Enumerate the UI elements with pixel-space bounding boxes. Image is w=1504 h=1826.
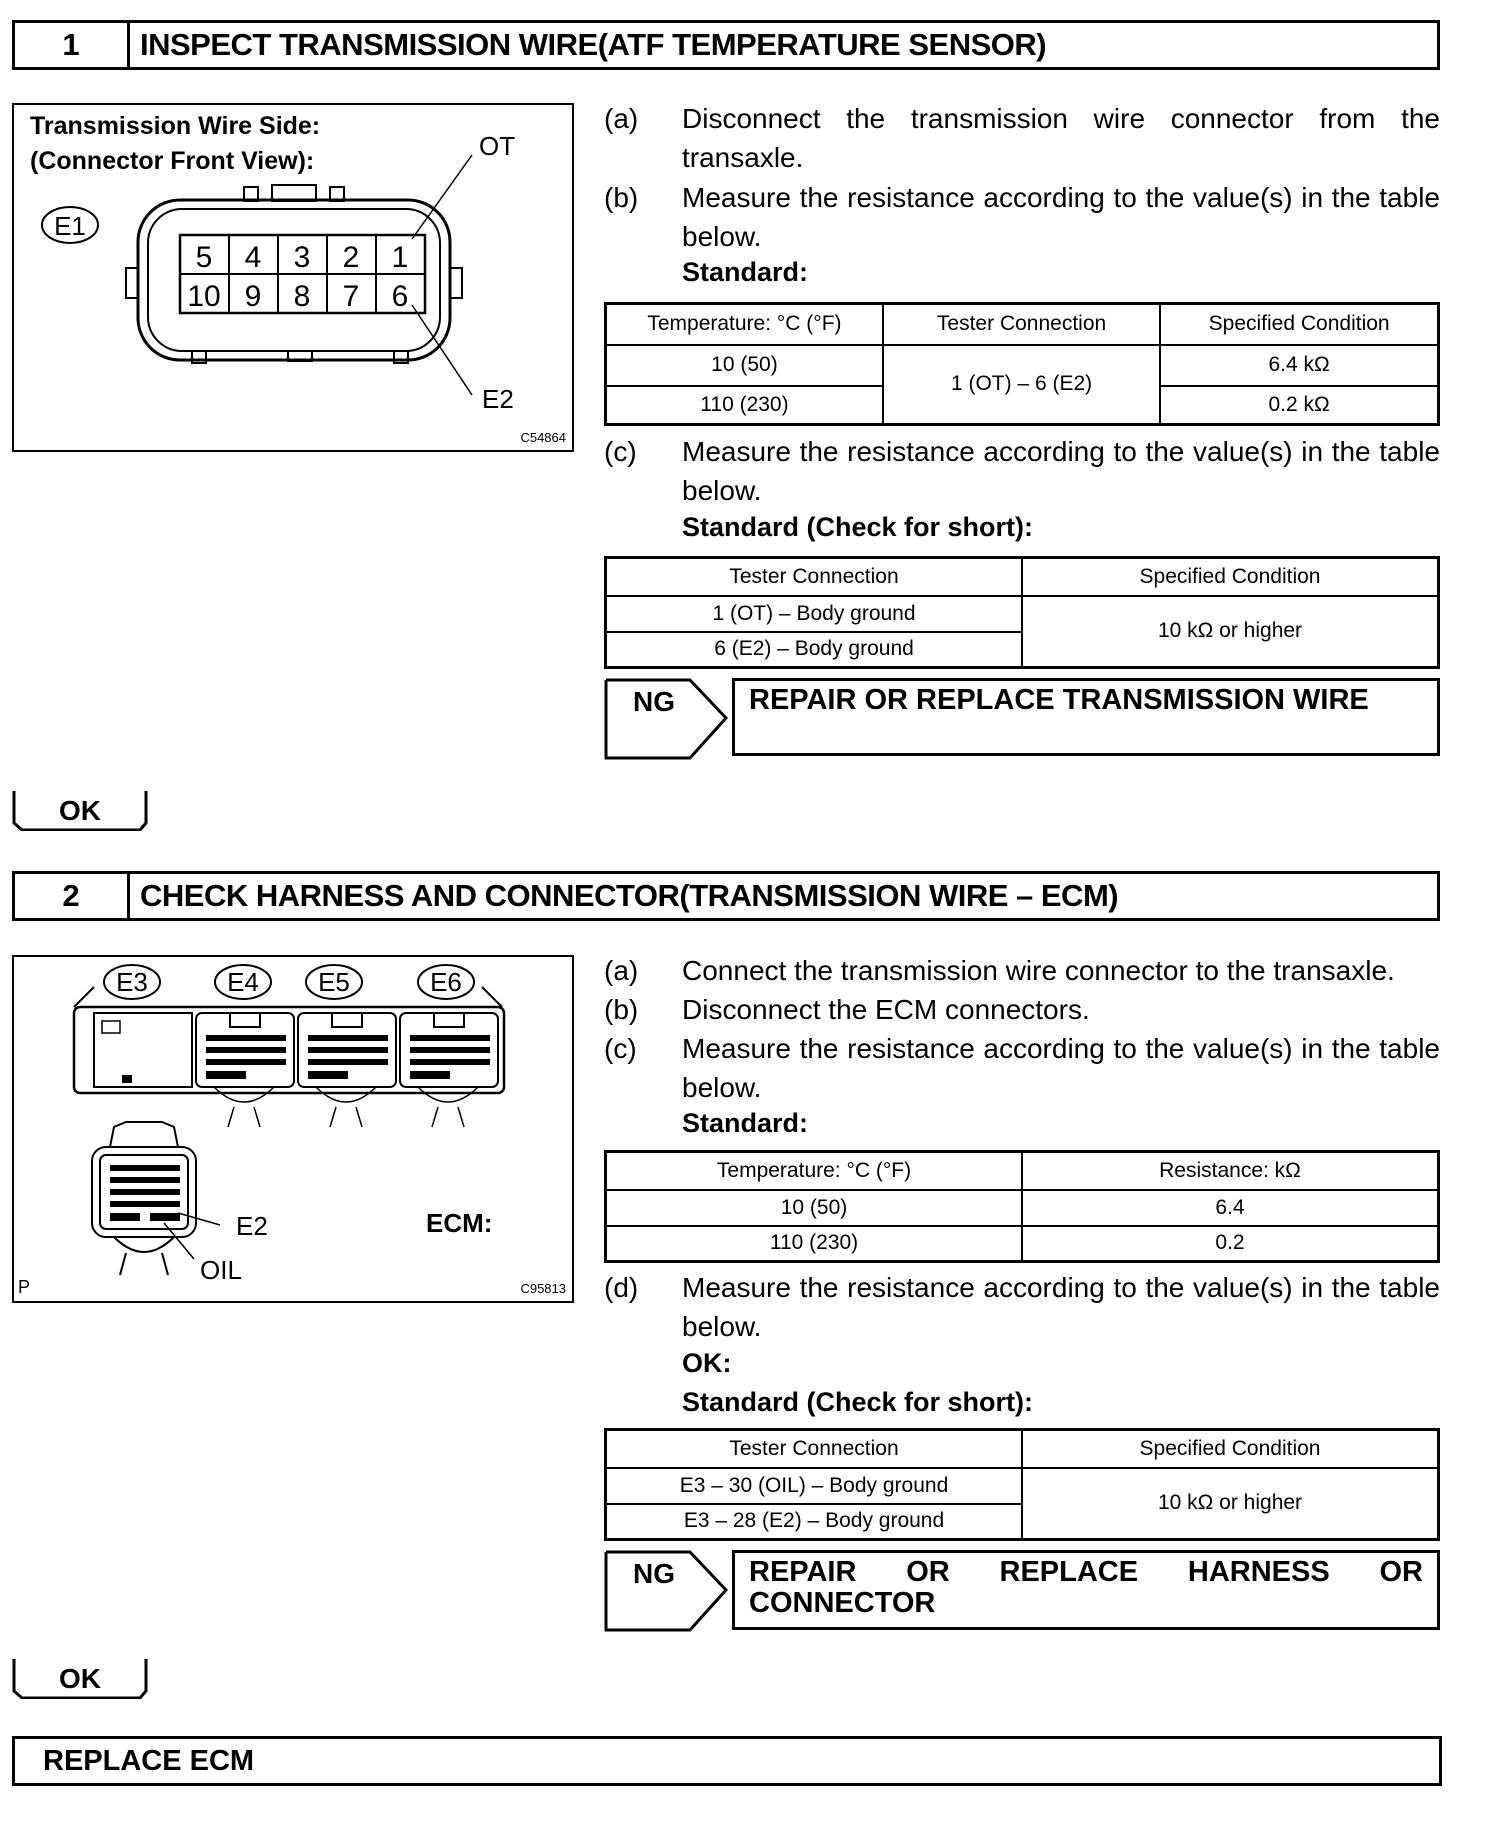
step1-header [12,20,1440,70]
step2-number: 2 [15,874,130,918]
ok-label: OK [59,1663,101,1694]
table-header: Tester Connection [606,1430,1023,1468]
step2-item-d [604,1268,1440,1346]
item-label: (a) [604,955,639,986]
item-label: (a) [604,103,639,134]
table-header: Tester Connection [606,558,1023,596]
ok-label: OK [59,795,101,826]
step1-figure [12,103,574,452]
item-label: (b) [604,182,639,213]
table-cell: 0.2 [1022,1226,1439,1262]
table-cell: E3 – 30 (OIL) – Body ground [606,1468,1023,1504]
figure-label-line1: Transmission Wire Side: [30,112,321,140]
figure-corner-letter: P [18,1277,31,1297]
figure-label-line2: (Connector Front View): [30,147,315,175]
final-action-title: REPLACE ECM [43,1744,255,1777]
step2-item-c [604,1029,1440,1107]
ng-word: OR [1379,1556,1423,1588]
item-text: Disconnect the transmission wire connector from the transaxle. [682,103,1440,173]
table-header: Temperature: °C (°F) [606,304,883,345]
callout-oil: OIL [200,1255,242,1285]
table-header: Specified Condition [1022,558,1439,596]
pin-1: 1 [391,241,409,274]
step1-ng-box [604,678,1440,760]
table-cell: 10 kΩ or higher [1022,596,1439,668]
item-text: Measure the resistance according to the value(s) in the table below. [682,436,1440,506]
step1-short-label: Standard (Check for short): [682,512,1034,542]
step2-header [12,871,1440,921]
connector-e6-label: E6 [430,967,462,997]
table-header: Specified Condition [1160,304,1438,345]
step1-ok-tab [12,789,148,831]
step2-ok-tab [12,1657,148,1699]
table-header: Tester Connection [883,304,1160,345]
pin-4: 4 [244,241,262,274]
table-header: Resistance: kΩ [1022,1152,1439,1190]
pin-9: 9 [244,280,262,313]
ng-word: REPAIR [749,1556,857,1588]
item-text: Measure the resistance according to the value(s) in the table below. [682,1033,1440,1103]
pin-6: 6 [391,280,409,313]
ng-action [732,1550,1440,1630]
item-text: Connect the transmission wire connector to the transaxle. [682,955,1395,986]
item-label: (d) [604,1272,639,1303]
table-cell: 6.4 kΩ [1160,345,1438,386]
step1-item-b [604,178,1440,256]
step2-title: CHECK HARNESS AND CONNECTOR(TRANSMISSION WIRE – ECM) [140,878,1119,913]
step2-item-b [604,990,1440,1029]
table-cell: 0.2 kΩ [1160,386,1438,425]
table-cell: 1 (OT) – 6 (E2) [883,345,1160,425]
ecm-connector-diagram [14,957,572,1301]
pin-10: 10 [187,280,221,313]
table-cell: 110 (230) [606,1226,1023,1262]
connector-e4-label: E4 [227,967,259,997]
table-header: Temperature: °C (°F) [606,1152,1023,1190]
connector-e3-label: E3 [116,967,148,997]
callout-ot: OT [479,131,516,161]
step1-item-a [604,99,1440,177]
step2-short-table [604,1428,1440,1541]
step2-standard-label: Standard: [682,1108,809,1138]
item-label: (b) [604,994,639,1025]
item-text: Measure the resistance according to the value(s) in the table below. [682,182,1440,252]
connector-diagram [14,105,572,450]
callout-e2: E2 [482,384,514,414]
step1-number: 1 [15,23,130,67]
item-label: (c) [604,436,637,467]
connector-e5-label: E5 [318,967,350,997]
ng-action-line2: CONNECTOR [749,1587,936,1619]
table-cell: 6.4 [1022,1190,1439,1226]
item-text: Measure the resistance according to the value(s) in the table below. [682,1272,1440,1342]
step1-short-table [604,556,1440,669]
ng-word: REPLACE [999,1556,1139,1588]
ng-label: NG [633,1558,675,1589]
ng-action: REPAIR OR REPLACE TRANSMISSION WIRE [732,678,1440,756]
table-cell: 6 (E2) – Body ground [606,632,1023,668]
step1-resistance-table [604,302,1440,426]
pin-5: 5 [195,241,213,274]
connector-e1-label: E1 [54,211,86,241]
step1-standard-label: Standard: [682,257,809,287]
ng-word: OR [906,1556,950,1588]
step1-item-c [604,432,1440,510]
ng-word: HARNESS [1187,1556,1330,1588]
pin-3: 3 [293,241,311,274]
pin-8: 8 [293,280,311,313]
table-cell: 10 (50) [606,345,883,386]
figure-code: C95813 [520,1281,566,1296]
item-label: (c) [604,1033,637,1064]
step2-short-label: Standard (Check for short): [682,1387,1034,1417]
pin-2: 2 [342,241,360,274]
item-text: Disconnect the ECM connectors. [682,994,1090,1025]
callout-e2: E2 [236,1211,268,1241]
ng-label: NG [633,686,675,717]
table-cell: E3 – 28 (E2) – Body ground [606,1504,1023,1540]
step2-resistance-table [604,1150,1440,1263]
figure-code: C54864 [520,430,566,445]
ecm-label: ECM: [426,1208,493,1238]
step1-title: INSPECT TRANSMISSION WIRE(ATF TEMPERATURE SENSOR) [140,27,1047,62]
table-cell: 10 (50) [606,1190,1023,1226]
table-header: Specified Condition [1022,1430,1439,1468]
ng-action-line1 [749,1557,1423,1588]
step2-item-a [604,951,1440,990]
table-cell: 1 (OT) – Body ground [606,596,1023,632]
step2-ok-label: OK: [682,1348,732,1378]
step2-ng-box [604,1550,1440,1632]
pin-7: 7 [342,280,360,313]
step2-figure [12,955,574,1303]
table-cell: 110 (230) [606,386,883,425]
table-cell: 10 kΩ or higher [1022,1468,1439,1540]
final-action-box [12,1736,1442,1786]
